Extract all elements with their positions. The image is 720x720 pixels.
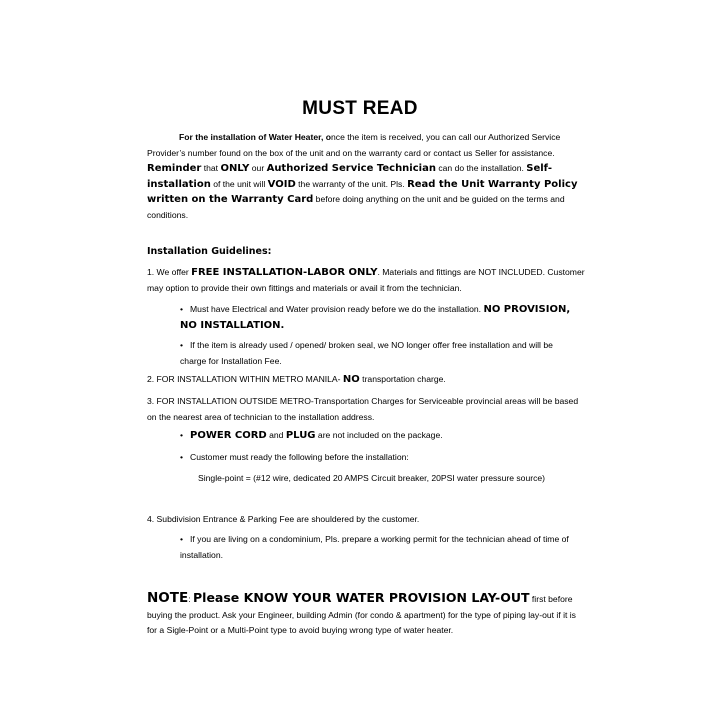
- reminder-label: Reminder: [147, 163, 202, 174]
- bullet-text: are not included on the package.: [315, 430, 443, 440]
- item-text: transportation charge.: [359, 374, 446, 384]
- bullet-condominium: [180, 532, 580, 563]
- bullet-text: Customer must ready the following before the installation:: [190, 452, 409, 462]
- note-text: first before buying the product. Ask your Engineer, building Admin (for condo & apartment) for the type of piping lay-out if it is for a Sigle-Point or a Multi-Point type to avoid buying wrong type of water heater.: [147, 594, 576, 635]
- bullet-icon: •: [180, 430, 184, 440]
- bullet-text: and: [266, 430, 286, 440]
- bullet-power-cord: [180, 428, 580, 444]
- no-provision: NO PROVISION, NO INSTALLATION.: [180, 304, 571, 331]
- plug-label: PLUG: [285, 430, 316, 441]
- guideline-item-1: [147, 265, 587, 296]
- guideline-item-4: 4. Subdivision Entrance & Parking Fee are shouldered by the customer.: [147, 514, 420, 524]
- intro-text: the warranty of the unit. Pls.: [295, 178, 408, 189]
- bullet-icon: •: [180, 304, 184, 314]
- self-installation: Self-installation: [147, 163, 552, 190]
- intro-text: nce the item is received, you can call our Authorized Service Provider’s number found on the box of the unit and on the warranty card or contact us Seller for assistance.: [147, 132, 561, 158]
- only-label: ONLY: [220, 163, 250, 174]
- bullet-text: If you are living on a condominium, Pls. prepare a working permit for the technician ahead of time of installation.: [180, 534, 569, 560]
- free-installation: FREE INSTALLATION-LABOR ONLY: [191, 267, 378, 278]
- bullet-customer-ready: [180, 450, 580, 466]
- bullet-icon: •: [180, 534, 184, 544]
- item-text: 1. We offer: [147, 267, 192, 277]
- void-label: VOID: [267, 178, 296, 190]
- bullet-provision: [180, 302, 580, 333]
- bullet-used-item: [180, 338, 580, 369]
- intro-paragraph: [147, 130, 587, 223]
- intro-lead: For the installation of Water Heater, o: [179, 132, 332, 142]
- intro-text: before doing anything on the unit and be guided on the terms and conditions.: [147, 194, 565, 220]
- bullet-text: If the item is already used / opened/ broken seal, we NO longer offer free installation and will be charge for Installation Fee.: [180, 340, 553, 366]
- page-title: MUST READ: [302, 98, 418, 119]
- note-colon: :: [188, 594, 193, 604]
- guidelines-heading: Installation Guidelines:: [147, 246, 272, 257]
- guideline-item-3: 3. FOR INSTALLATION OUTSIDE METRO-Transportation Charges for Serviceable provincial areas will be based on the nearest area of technician to the installation address.: [147, 396, 579, 422]
- single-point-spec: Single-point = (#12 wire, dedicated 20 AMPS Circuit breaker, 20PSI water pressure source): [198, 473, 546, 483]
- bullet-icon: •: [180, 340, 184, 350]
- intro-text: our: [249, 163, 267, 173]
- item-text: . Materials and fittings are NOT INCLUDED. Customer may option to provide their own fittings and materials or avail it from the technician.: [147, 267, 585, 293]
- no-charge: NO: [342, 374, 360, 385]
- warranty-policy-note: Read the Unit Warranty Policy written on the Warranty Card: [147, 178, 578, 205]
- power-cord-label: POWER CORD: [190, 430, 267, 441]
- note-emphasis: Please KNOW YOUR WATER PROVISION LAY-OUT: [193, 590, 530, 605]
- guideline-item-2: [147, 372, 587, 388]
- note-paragraph: [147, 590, 587, 639]
- bullet-icon: •: [180, 452, 184, 462]
- item-text: 2. FOR INSTALLATION WITHIN METRO MANILA-: [147, 374, 343, 384]
- intro-text: can do the installation.: [435, 163, 527, 173]
- note-label: NOTE: [147, 590, 189, 606]
- intro-text: that: [201, 163, 221, 173]
- intro-text: of the unit will: [210, 178, 268, 189]
- authorized-technician: Authorized Service Technician: [266, 163, 436, 174]
- bullet-text: Must have Electrical and Water provision ready before we do the installation.: [190, 304, 484, 314]
